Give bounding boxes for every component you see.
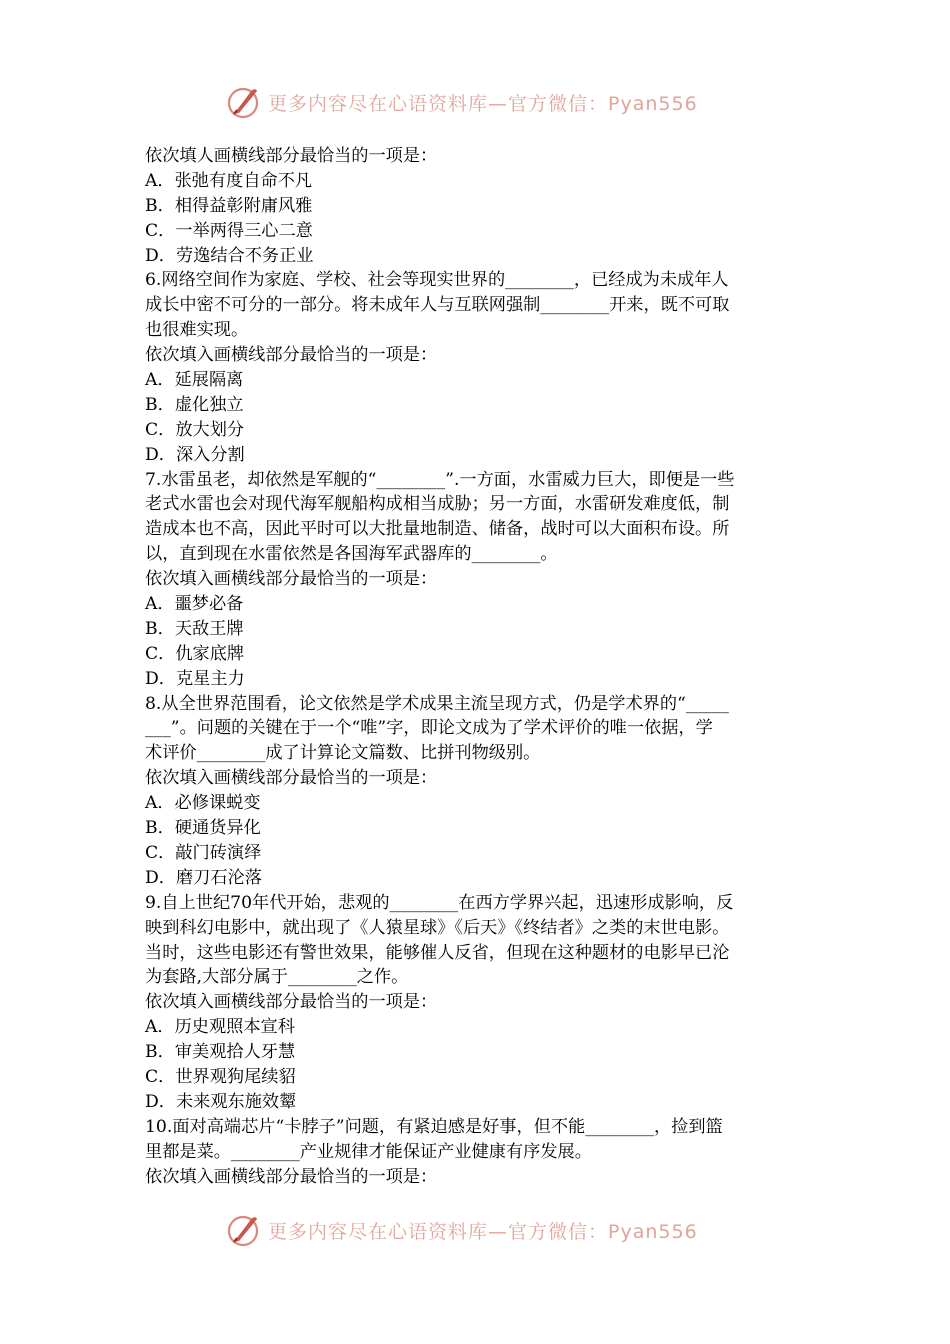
text-line: D．未来观东施效颦 (145, 1091, 297, 1112)
text-line: 成长中密不可分的一部分。将未成年人与互联网强制________开来，既不可取 (145, 295, 730, 316)
text-line: 为套路,大部分属于________之作。 (145, 967, 409, 988)
text-line: ___”。问题的关键在于一个“唯”字，即论文成为了学术评价的唯一依据，学 (145, 718, 713, 739)
watermark-text: 更多内容尽在心语资料库—官方微信：Pyan556 (268, 1220, 698, 1243)
text-line: A．延展隔离 (145, 370, 244, 391)
text-line: 6.网络空间作为家庭、学校、社会等现实世界的________，已经成为未成年人 (145, 270, 729, 291)
text-line: C．放大划分 (145, 419, 245, 440)
text-line: B．相得益彰附庸风雅 (145, 195, 313, 216)
text-line: B．硬通货异化 (145, 818, 261, 839)
text-line: 造成本也不高，因此平时可以大批量地制造、储备，战时可以大面积布设。所 (145, 519, 730, 540)
text-line: 9.自上世纪70年代开始，悲观的________在西方学界兴起，迅速形成影响，反 (145, 892, 734, 913)
header-watermark (226, 82, 746, 122)
document-body (145, 144, 813, 1189)
text-line: C．世界观狗尾续貂 (145, 1066, 296, 1087)
text-line: 当时，这些电影还有警世效果，能够催人反省，但现在这种题材的电影早已沦 (145, 942, 730, 963)
text-line: D．深入分割 (145, 444, 245, 465)
text-line: 也很难实现。 (145, 320, 249, 341)
text-line: C．仇家底牌 (145, 643, 245, 664)
text-line: D．磨刀石沦落 (145, 867, 262, 888)
text-line: C．敲门砖演绎 (145, 842, 262, 863)
text-line: 依次填人画横线部分最恰当的一项是： (145, 146, 438, 166)
quill-pen-circle-icon (226, 1212, 262, 1248)
text-line: A．噩梦必备 (145, 594, 244, 615)
text-line: 映到科幻电影中，就出现了《人猿星球》《后天》《终结者》之类的末世电影。 (145, 917, 730, 938)
text-line: A．张弛有度自命不凡 (145, 170, 313, 191)
text-line: A．必修课蜕变 (145, 793, 261, 814)
quill-pen-circle-icon (226, 84, 262, 120)
text-line: 10.面对高端芯片“卡脖子”问题，有紧迫感是好事，但不能________，捡到篮 (145, 1116, 723, 1137)
text-line: 里都是菜。________产业规律才能保证产业健康有序发展。 (145, 1141, 592, 1162)
text-line: D．劳逸结合不务正业 (145, 245, 314, 266)
text-line: C．一举两得三心二意 (145, 220, 313, 241)
text-line: B．虚化独立 (145, 394, 244, 415)
text-line: A．历史观照本宣科 (145, 1017, 295, 1038)
text-line: 依次填入画横线部分最恰当的一项是： (145, 768, 438, 789)
text-line: 依次填入画横线部分最恰当的一项是： (145, 992, 438, 1013)
text-line: 8.从全世界范围看，论文依然是学术成果主流呈现方式，仍是学术界的“_____ (145, 693, 729, 714)
text-line: 依次填入画横线部分最恰当的一项是： (145, 569, 438, 590)
text-line: D．克星主力 (145, 668, 245, 689)
watermark-text: 更多内容尽在心语资料库—官方微信：Pyan556 (268, 92, 698, 115)
text-line: 7.水雷虽老，却依然是军舰的“________”.一方面，水雷威力巨大，即便是一些 (145, 469, 735, 490)
text-line: B．审美观拾人牙慧 (145, 1042, 296, 1063)
text-line: 老式水雷也会对现代海军舰船构成相当成胁；另一方面，水雷研发难度低，制 (145, 494, 730, 515)
text-line: B．天敌王牌 (145, 618, 244, 639)
footer-watermark (226, 1210, 746, 1250)
text-line: 以，直到现在水雷依然是各国海军武器库的________。 (145, 544, 558, 565)
text-line: 依次填入画横线部分最恰当的一项是： (145, 345, 438, 366)
text-line: 术评价________成了计算论文篇数、比拼刊物级别。 (145, 743, 541, 764)
text-line: 依次填入画横线部分最恰当的一项是： (145, 1166, 438, 1187)
